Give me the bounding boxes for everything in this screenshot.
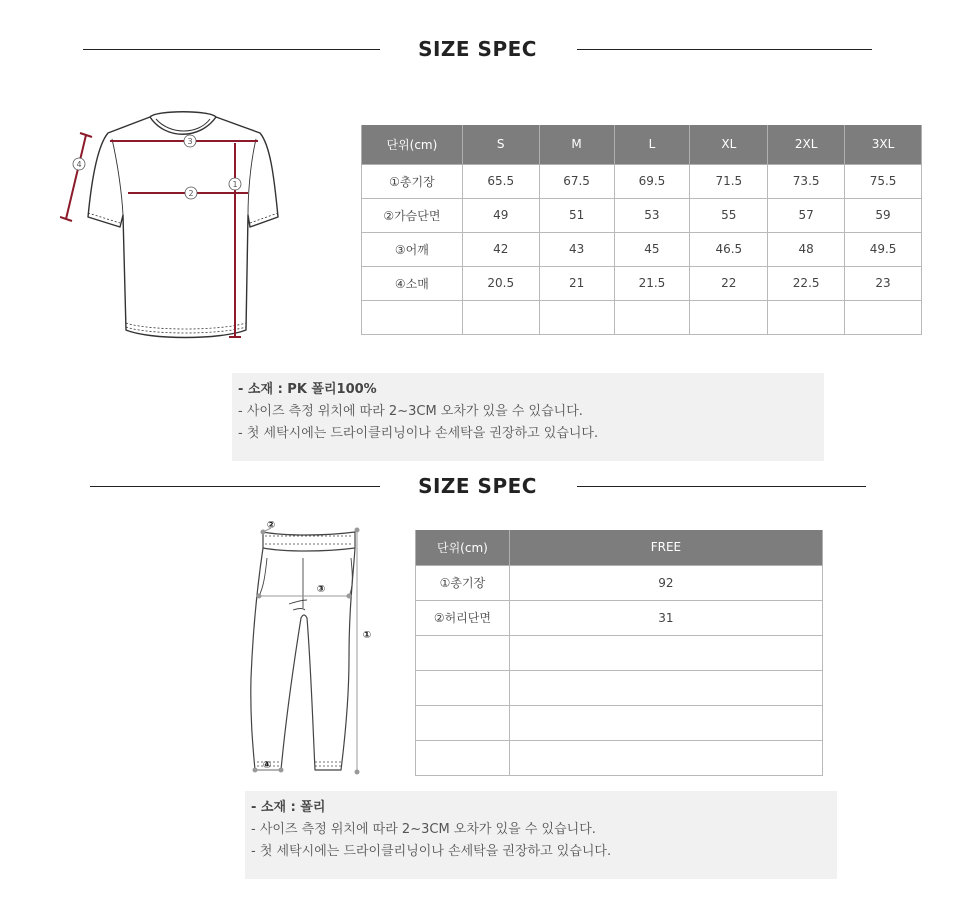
- table-row: [416, 565, 823, 600]
- table-cell: [614, 300, 690, 334]
- table-cell: 46.5: [690, 232, 768, 266]
- header-size-free: FREE: [509, 530, 822, 565]
- table-row-empty: [416, 740, 823, 775]
- header-size-m: M: [539, 125, 614, 164]
- table-row-empty: [416, 670, 823, 705]
- table-cell: [768, 300, 845, 334]
- table-cell: 59: [845, 198, 922, 232]
- row-label: ②허리단면: [416, 600, 510, 635]
- care-notes-1: [232, 373, 824, 461]
- table-cell: [416, 740, 510, 775]
- svg-text:3: 3: [187, 137, 193, 146]
- table-row: [362, 198, 922, 232]
- table-row-empty: [416, 705, 823, 740]
- table-cell: [690, 300, 768, 334]
- table-cell: 67.5: [539, 164, 614, 198]
- table-cell: 75.5: [845, 164, 922, 198]
- table-cell: [509, 635, 822, 670]
- header-size-l: L: [614, 125, 690, 164]
- row-label: ③어깨: [362, 232, 463, 266]
- table-cell: 43: [539, 232, 614, 266]
- table-header-row: [362, 125, 922, 164]
- header-size-xl: XL: [690, 125, 768, 164]
- pants-marker-1: ①: [362, 630, 372, 641]
- pants-marker-4: ④: [262, 760, 272, 771]
- table-cell: 65.5: [462, 164, 539, 198]
- table-cell: 21.5: [614, 266, 690, 300]
- table-cell: 49: [462, 198, 539, 232]
- title-divider-right: [577, 486, 866, 487]
- table-cell: 42: [462, 232, 539, 266]
- table-cell: [845, 300, 922, 334]
- table-cell: 31: [509, 600, 822, 635]
- table-cell: 45: [614, 232, 690, 266]
- pants-marker-3: ③: [316, 584, 326, 595]
- section-title: SIZE SPEC: [418, 474, 537, 498]
- measurement-note: - 사이즈 측정 위치에 따라 2~3CM 오차가 있을 수 있습니다.: [238, 404, 583, 419]
- table-header-row: [416, 530, 823, 565]
- header-unit: 단위(cm): [362, 125, 463, 164]
- table-cell: 71.5: [690, 164, 768, 198]
- header-unit: 단위(cm): [416, 530, 510, 565]
- section-title: SIZE SPEC: [418, 37, 537, 61]
- pants-diagram: [245, 518, 385, 778]
- table-cell: 92: [509, 565, 822, 600]
- table-cell: 21: [539, 266, 614, 300]
- size-spec-title-row-1: [0, 34, 955, 64]
- washing-note: - 첫 세탁시에는 드라이클리닝이나 손세탁을 권장하고 있습니다.: [238, 426, 599, 441]
- table-cell: 73.5: [768, 164, 845, 198]
- pants-marker-2: ②: [266, 520, 276, 531]
- table-cell: [539, 300, 614, 334]
- table-cell: [362, 300, 463, 334]
- table-cell: 49.5: [845, 232, 922, 266]
- material-note: - 소재 : 폴리: [251, 800, 326, 815]
- table-row: [362, 164, 922, 198]
- table-cell: 69.5: [614, 164, 690, 198]
- row-label: ④소매: [362, 266, 463, 300]
- header-size-3xl: 3XL: [845, 125, 922, 164]
- svg-text:1: 1: [232, 180, 238, 189]
- size-table-pants: [415, 530, 823, 776]
- table-cell: [462, 300, 539, 334]
- table-cell: 57: [768, 198, 845, 232]
- table-row: [362, 266, 922, 300]
- table-cell: [509, 670, 822, 705]
- size-table-tshirt: [361, 125, 922, 335]
- table-row-empty: [416, 635, 823, 670]
- table-cell: [509, 705, 822, 740]
- title-divider-right: [577, 49, 872, 50]
- table-cell: 20.5: [462, 266, 539, 300]
- row-label: ①총기장: [416, 565, 510, 600]
- table-cell: [416, 670, 510, 705]
- table-cell: 48: [768, 232, 845, 266]
- table-cell: 51: [539, 198, 614, 232]
- svg-text:2: 2: [188, 189, 194, 198]
- material-note: - 소재 : PK 폴리100%: [238, 382, 377, 397]
- table-cell: 23: [845, 266, 922, 300]
- header-size-s: S: [462, 125, 539, 164]
- table-cell: 22.5: [768, 266, 845, 300]
- table-cell: [416, 705, 510, 740]
- table-cell: 53: [614, 198, 690, 232]
- table-row: [362, 232, 922, 266]
- table-row-empty: [362, 300, 922, 334]
- tshirt-diagram: [60, 105, 290, 355]
- care-notes-2: [245, 791, 837, 879]
- table-cell: 22: [690, 266, 768, 300]
- table-row: [416, 600, 823, 635]
- table-cell: [416, 635, 510, 670]
- svg-text:4: 4: [76, 160, 82, 169]
- washing-note: - 첫 세탁시에는 드라이클리닝이나 손세탁을 권장하고 있습니다.: [251, 844, 612, 859]
- row-label: ①총기장: [362, 164, 463, 198]
- header-size-2xl: 2XL: [768, 125, 845, 164]
- size-spec-title-row-2: [0, 471, 955, 501]
- measurement-note: - 사이즈 측정 위치에 따라 2~3CM 오차가 있을 수 있습니다.: [251, 822, 596, 837]
- table-cell: [509, 740, 822, 775]
- table-cell: 55: [690, 198, 768, 232]
- row-label: ②가슴단면: [362, 198, 463, 232]
